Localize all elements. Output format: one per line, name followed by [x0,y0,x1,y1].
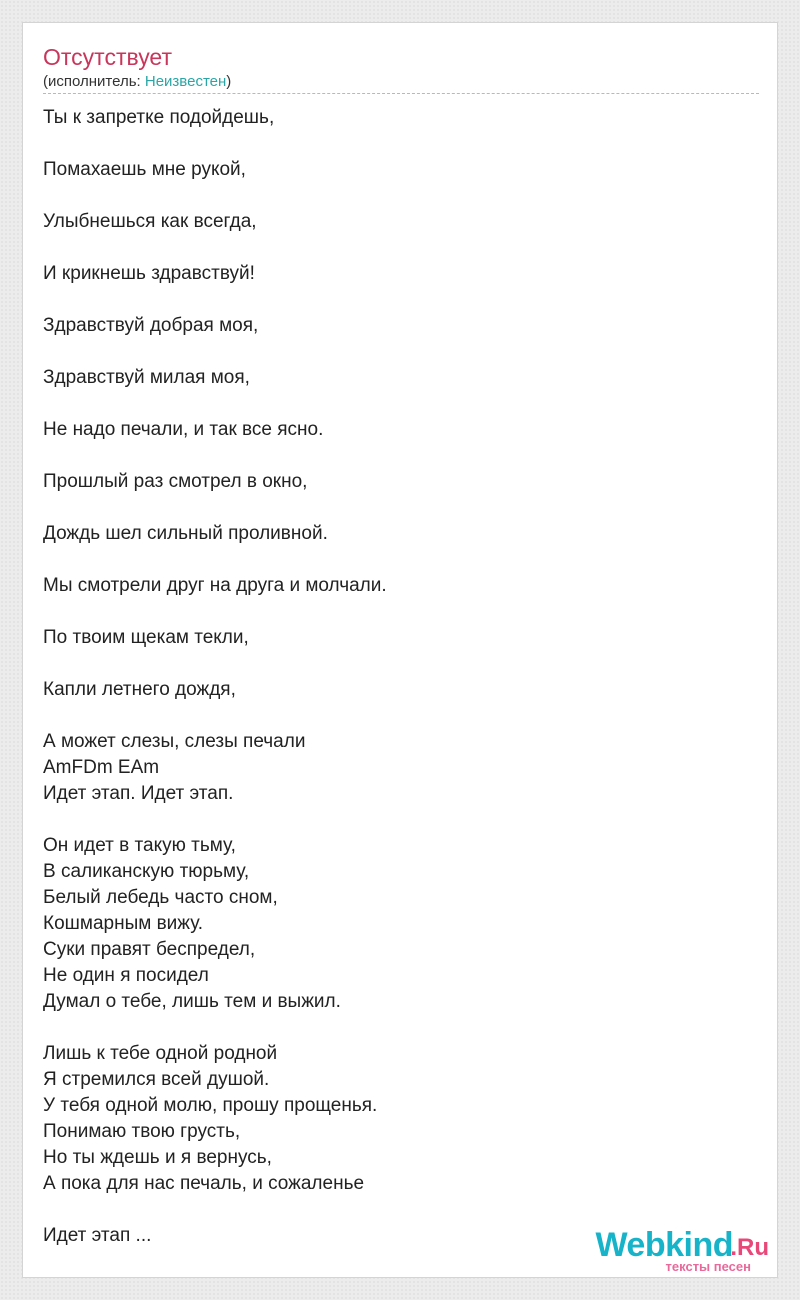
lyric-blank-line [43,339,759,365]
lyric-line: Здравствуй милая моя, [43,367,250,388]
logo-tagline: тексты песен [665,1259,751,1274]
lyric-line: И крикнешь здравствуй! [43,263,255,284]
lyric-line: Не один я посидел [43,965,209,986]
lyric-blank-line [43,287,759,313]
lyric-line: А пока для нас печаль, и сожаленье [43,1173,365,1194]
lyric-line: А может слезы, слезы печали [43,731,306,752]
lyric-blank-line [43,807,759,833]
lyric-line: Белый лебедь часто сном, [43,887,278,908]
lyric-line: Но ты ждешь и я вернусь, [43,1147,272,1168]
artist-prefix: (исполнитель: [43,73,145,90]
lyric-line: Капли летнего дождя, [43,679,236,700]
lyric-line: Суки правят беспредел, [43,939,256,960]
lyric-blank-line [43,495,759,521]
lyric-line: Лишь к тебе одной родной [43,1043,278,1064]
logo-tld: .Ru [730,1234,769,1261]
lyric-blank-line [43,443,759,469]
lyric-blank-line [43,1015,759,1041]
artist-link[interactable]: Неизвестен [144,73,227,90]
lyrics-card [22,22,778,1278]
lyric-line: Понимаю твою грусть, [43,1121,241,1142]
lyric-line: Он идет в такую тьму, [43,835,236,856]
lyric-blank-line [43,391,759,417]
lyric-line: Идет этап ... [43,1225,152,1246]
lyric-blank-line [43,1197,759,1223]
title-divider [43,93,759,94]
lyric-line: Я стремился всей душой. [43,1069,270,1090]
lyric-line: AmFDm EAm [43,757,160,778]
lyric-line: Ты к запретке подойдешь, [43,107,275,128]
lyric-blank-line [43,183,759,209]
logo-word: Webkind [595,1226,733,1264]
lyric-line: В саликанскую тюрьму, [43,861,250,882]
lyric-blank-line [43,547,759,573]
lyric-blank-line [43,703,759,729]
lyric-line: Не надо печали, и так все ясно. [43,419,324,440]
lyric-blank-line [43,131,759,157]
lyric-line: Кошмарным вижу. [43,913,204,934]
artist-suffix: ) [226,73,232,90]
lyric-line: Помахаешь мне рукой, [43,159,246,180]
lyric-blank-line [43,599,759,625]
lyric-blank-line [43,235,759,261]
site-logo [569,1226,769,1274]
lyric-line: Прошлый раз смотрел в окно, [43,471,308,492]
lyric-line: Дождь шел сильный проливной. [43,523,328,544]
lyric-line: Идет этап. Идет этап. [43,783,234,804]
lyric-line: Думал о тебе, лишь тем и выжил. [43,991,341,1012]
lyric-blank-line [43,651,759,677]
song-title: Отсутствует [43,44,172,70]
lyric-line: Мы смотрели друг на друга и молчали. [43,575,387,596]
artist-line [43,73,231,91]
lyric-line: Здравствуй добрая моя, [43,315,259,336]
lyric-line: По твоим щекам текли, [43,627,249,648]
lyrics-text [43,105,759,1249]
lyric-line: У тебя одной молю, прошу прощенья. [43,1095,378,1116]
lyric-line: Улыбнешься как всегда, [43,211,257,232]
